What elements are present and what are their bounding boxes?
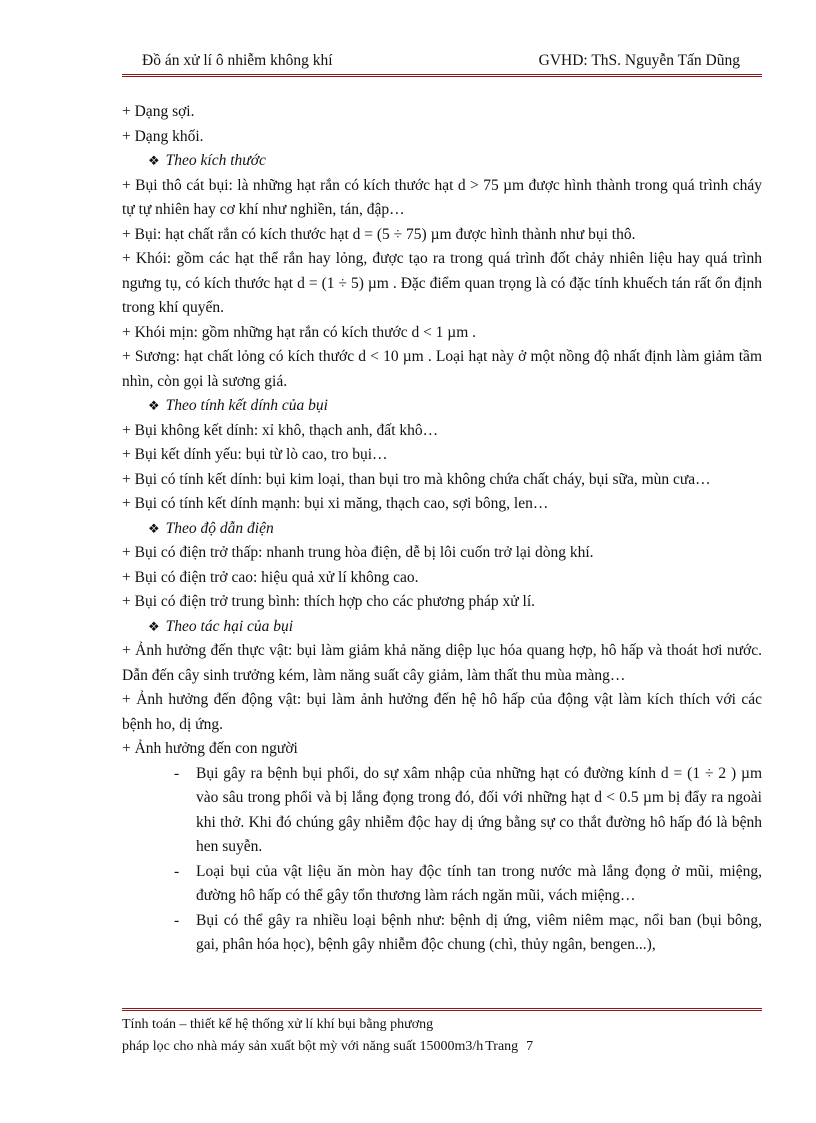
dash-list — [122, 762, 762, 958]
paragraph: + Dạng khối. — [122, 127, 204, 145]
dash-bullet-icon: - — [174, 911, 180, 929]
paragraph: + Sương: hạt chất lỏng có kích thước d < 10 µm . Loại hạt này ở một nồng độ nhất định làm giảm tầm nhìn, còn gọi là sương giá. — [122, 348, 762, 390]
section-heading-text: Theo tác hại của bụi — [165, 617, 294, 635]
section-heading-text: Theo độ dẫn điện — [165, 519, 274, 537]
paragraph: + Bụi: hạt chất rắn có kích thước hạt d = (5 ÷ 75) µm được hình thành như bụi thô. — [122, 225, 636, 243]
dash-bullet-icon: - — [174, 862, 180, 880]
paragraph: + Khói: gồm các hạt thể rắn hay lỏng, được tạo ra trong quá trình đốt chảy nhiên liệu hay quá trình ngưng tụ, có kích thước hạt d = (1 ÷ 5) µm . Đặc điểm quan trọng là có đặc tính khuếch tán rất ổn định trong khí quyển. — [122, 250, 762, 316]
paragraph: + Ảnh hưởng đến con người — [122, 740, 298, 757]
diamond-bullet-icon: ❖ — [148, 520, 160, 536]
footer-line-1: Tính toán – thiết kế hệ thống xử lí khí bụi bằng phương — [122, 1017, 434, 1032]
header-title: Đồ án xử lí ô nhiễm không khí — [142, 52, 333, 69]
page-header — [122, 52, 762, 74]
list-item — [122, 909, 762, 958]
page-label: Trang — [485, 1039, 519, 1054]
section-heading — [122, 394, 762, 419]
page-number: 7 — [526, 1039, 534, 1054]
list-item — [122, 762, 762, 860]
paragraph: + Bụi có tính kết dính mạnh: bụi xi măng, thạch cao, sợi bông, len… — [122, 495, 549, 512]
paragraph: + Bụi thô cát bụi: là những hạt rắn có kích thước hạt d > 75 µm được hình thành trong quá trình cháy tự tự nhiên hay cơ khí như nghiền, tán, đập… — [122, 176, 762, 218]
footer-divider — [122, 1008, 762, 1011]
header-divider — [122, 74, 762, 77]
section-heading-text: Theo tính kết dính của bụi — [165, 397, 328, 414]
paragraph: + Ảnh hưởng đến động vật: bụi làm ảnh hưởng đến hệ hô hấp của động vật làm kích thích với các bệnh ho, dị ứng. — [122, 691, 762, 733]
paragraph: + Bụi có tính kết dính: bụi kim loại, than bụi tro mà không chứa chất cháy, bụi sữa, mùn cưa… — [122, 470, 711, 488]
paragraph: + Ảnh hưởng đến thực vật: bụi làm giảm khả năng diệp lục hóa quang hợp, hô hấp và thoát hơi nước. Dẫn đến cây sinh trưởng kém, làm năng suất cây giảm, làm thất thu mùa màng… — [122, 642, 762, 684]
section-heading — [122, 149, 762, 174]
paragraph: + Bụi có điện trở cao: hiệu quả xử lí không cao. — [122, 568, 419, 586]
paragraph: + Khói mịn: gồm những hạt rắn có kích thước d < 1 µm . — [122, 323, 477, 341]
paragraph: + Bụi có điện trở trung bình: thích hợp cho các phương pháp xử lí. — [122, 593, 536, 610]
diamond-bullet-icon: ❖ — [148, 398, 160, 413]
diamond-bullet-icon: ❖ — [148, 153, 160, 168]
page-footer — [122, 1014, 762, 1058]
section-heading — [122, 517, 762, 542]
footer-project-text: pháp lọc cho nhà máy sản xuất bột mỳ với năng suất 15000m3/h — [122, 1039, 484, 1054]
list-item-text: Bụi có thể gây ra nhiều loại bệnh như: bệnh dị ứng, viêm niêm mạc, nổi ban (bụi bông, gai, phân hóa học), bệnh gây nhiễm độc chung (chì, thủy ngân, bengen...), — [196, 911, 762, 953]
section-heading — [122, 615, 762, 640]
paragraph: + Dạng sợi. — [122, 103, 195, 120]
section-heading-text: Theo kích thước — [165, 152, 266, 169]
list-item — [122, 860, 762, 909]
paragraph: + Bụi có điện trở thấp: nhanh trung hòa điện, dễ bị lôi cuốn trở lại dòng khí. — [122, 544, 594, 561]
footer-line-2 — [122, 1036, 762, 1058]
dash-bullet-icon: - — [174, 764, 180, 782]
list-item-text: Loại bụi của vật liệu ăn mòn hay độc tính tan trong nước mà lắng đọng ở mũi, miệng, đường hô hấp có thể gây tổn thương làm rách ngăn mũi, vách miệng… — [196, 862, 762, 904]
list-item-text: Bụi gây ra bệnh bụi phổi, do sự xâm nhập của những hạt có đường kính d = (1 ÷ 2 ) µm vào sâu trong phổi và bị lắng đọng trong đó, đối với những hạt d < 0.5 µm bị đẩy ra ngoài khi thở. Khi đó chúng gây nhiễm độc hay dị ứng bằng sự co thắt đường hô hấp đó là bệnh hen suyễn. — [196, 764, 762, 855]
diamond-bullet-icon: ❖ — [148, 618, 160, 634]
paragraph: + Bụi không kết dính: xỉ khô, thạch anh, đất khô… — [122, 421, 439, 439]
header-advisor: GVHD: ThS. Nguyễn Tấn Dũng — [538, 52, 740, 69]
document-body — [122, 100, 762, 958]
paragraph: + Bụi kết dính yếu: bụi từ lò cao, tro bụi… — [122, 446, 388, 463]
